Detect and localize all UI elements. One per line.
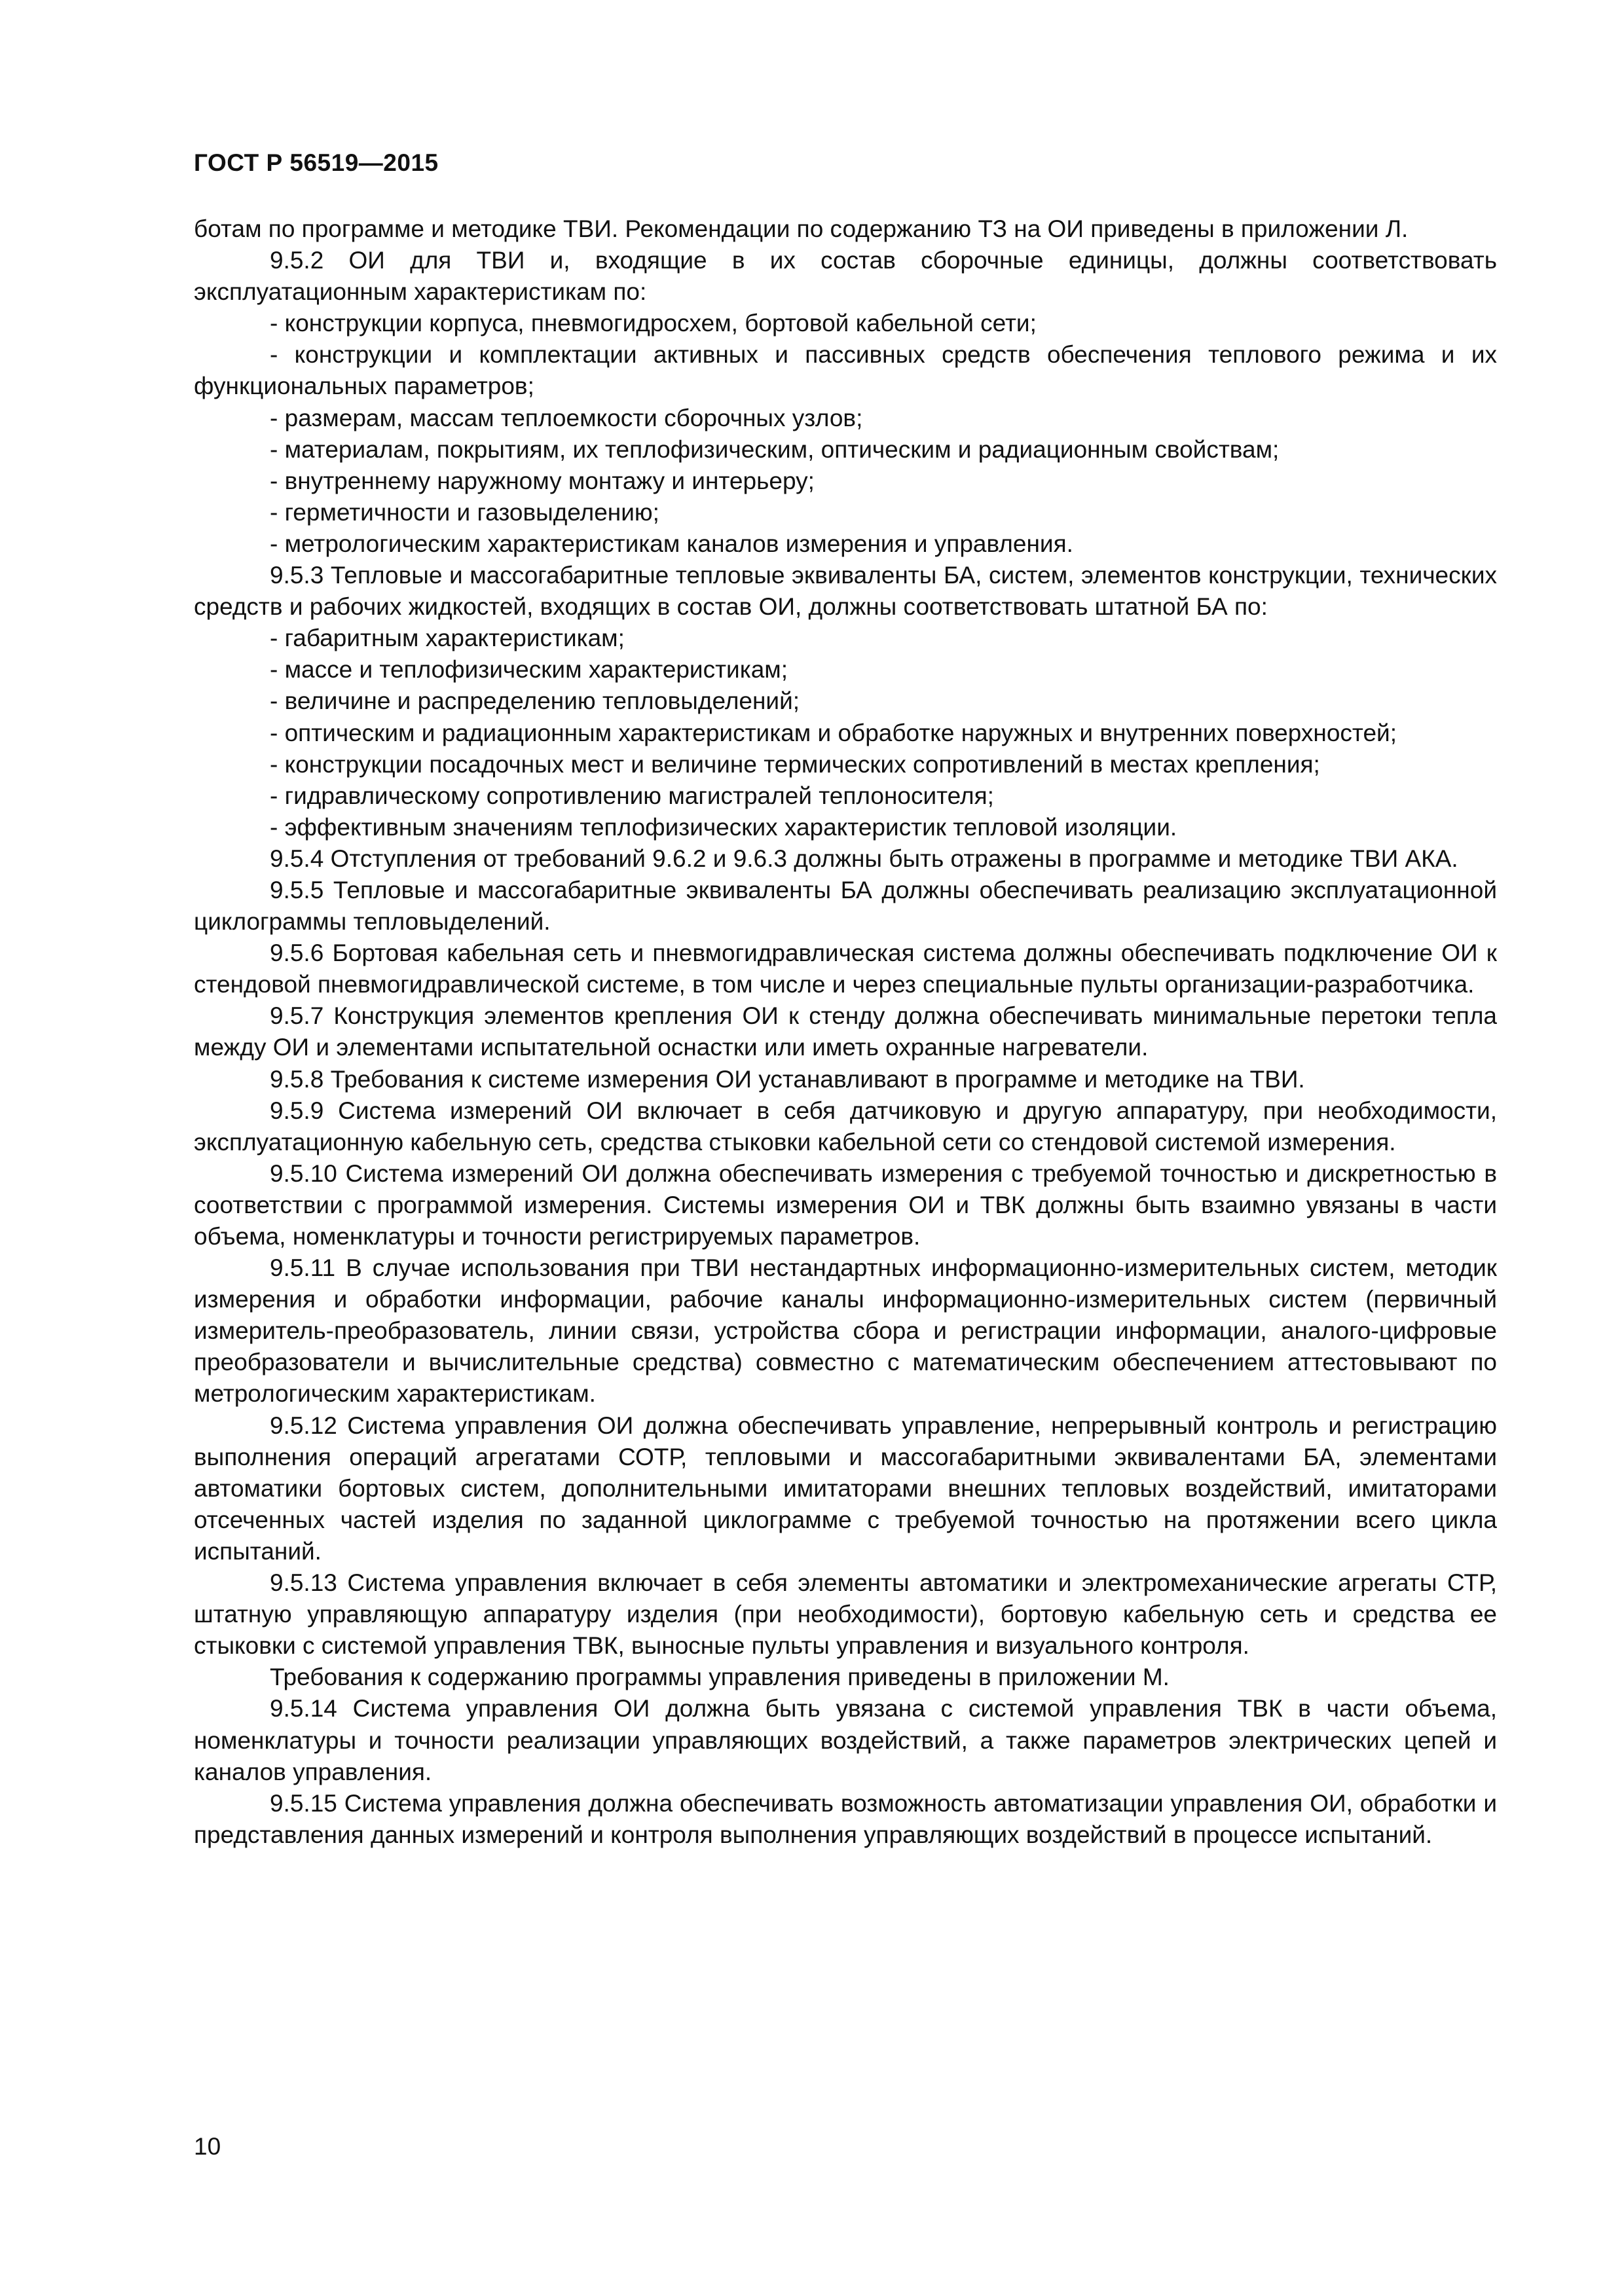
paragraph: 9.5.8 Требования к системе измерения ОИ устанавливают в программе и методике на ТВИ. bbox=[270, 1065, 1305, 1093]
paragraph: 9.5.6 Бортовая кабельная сеть и пневмогидравлическая система должны обеспечивать подключение ОИ к стендовой пневмогидравлической системе, в том числе и через специальные пульты организации-разработчика. bbox=[194, 939, 1497, 998]
paragraph: 9.5.4 Отступления от требований 9.6.2 и 9.6.3 должны быть отражены в программе и методике ТВИ АКА. bbox=[270, 845, 1458, 872]
list-item: - метрологическим характеристикам каналов измерения и управления. bbox=[270, 530, 1073, 557]
list-item: - конструкции посадочных мест и величине термических сопротивлений в местах крепления; bbox=[270, 750, 1320, 778]
paragraph: 9.5.11 В случае использования при ТВИ нестандартных информационно-измерительных систем, методик измерения и обработки информации, рабочие каналы информационно-измерительных систем (первичный измеритель-преобразователь, линии связи, устройства сбора и регистрации информации, аналого-цифровые преобразователи и вычислительные средства) совместно с математическим обеспечением аттестовывают по метрологическим характеристикам. bbox=[194, 1254, 1497, 1408]
paragraph: 9.5.14 Система управления ОИ должна быть увязана с системой управления ТВК в части объема, номенклатуры и точности реализации управляющих воздействий, а также параметров электрических цепей и каналов управления. bbox=[194, 1695, 1497, 1785]
list-item: - массе и теплофизическим характеристикам; bbox=[270, 656, 788, 683]
list-item: - герметичности и газовыделению; bbox=[270, 498, 659, 526]
paragraph: 9.5.10 Система измерений ОИ должна обеспечивать измерения с требуемой точностью и дискретностью в соответствии с программой измерения. Системы измерения ОИ и ТВК должны быть взаимно увязаны в части объема, номенклатуры и точности регистрируемых параметров. bbox=[194, 1159, 1497, 1250]
list-item: - гидравлическому сопротивлению магистралей теплоносителя; bbox=[270, 782, 994, 809]
page-number: 10 bbox=[194, 2133, 221, 2160]
list-item: - оптическим и радиационным характеристикам и обработке наружных и внутренних поверхностей; bbox=[270, 719, 1397, 746]
paragraph: 9.5.13 Система управления включает в себя элементы автоматики и электромеханические агрегаты СТР, штатную управляющую аппаратуру изделия (при необходимости), бортовую кабельную сеть и средства ее стыковки с системой управления ТВК, выносные пульты управления и визуального контроля. bbox=[194, 1569, 1497, 1660]
paragraph: 9.5.3 Тепловые и массогабаритные тепловые эквиваленты БА, систем, элементов конструкции, технических средств и рабочих жидкостей, входящих в состав ОИ, должны соответствовать штатной БА по: bbox=[194, 562, 1497, 621]
list-item: - габаритным характеристикам; bbox=[270, 625, 625, 652]
list-item: - материалам, покрытиям, их теплофизическим, оптическим и радиационным свойствам; bbox=[270, 435, 1280, 463]
list-item: - конструкции корпуса, пневмогидросхем, бортовой кабельной сети; bbox=[270, 310, 1037, 337]
paragraph: 9.5.2 ОИ для ТВИ и, входящие в их состав сборочные единицы, должны соответствовать эксплуатационным характеристикам по: bbox=[194, 247, 1497, 306]
list-item: - величине и распределению тепловыделений; bbox=[270, 687, 800, 715]
paragraph: 9.5.5 Тепловые и массогабаритные эквиваленты БА должны обеспечивать реализацию эксплуатационной циклограммы тепловыделений. bbox=[194, 876, 1497, 936]
document-header: ГОСТ Р 56519—2015 bbox=[194, 149, 439, 176]
paragraph: 9.5.15 Система управления должна обеспечивать возможность автоматизации управления ОИ, обработки и представления данных измерений и контроля выполнения управляющих воздействий в процессе испытаний. bbox=[194, 1789, 1497, 1848]
document-body bbox=[194, 213, 1497, 1851]
paragraph: 9.5.7 Конструкция элементов крепления ОИ к стенду должна обеспечивать минимальные перетоки тепла между ОИ и элементами испытательной оснастки или иметь охранные нагреватели. bbox=[194, 1002, 1497, 1061]
paragraph: 9.5.9 Система измерений ОИ включает в себя датчиковую и другую аппаратуру, при необходимости, эксплуатационную кабельную сеть, средства стыковки кабельной сети со стендовой системой измерения. bbox=[194, 1097, 1497, 1156]
list-item: - размерам, массам теплоемкости сборочных узлов; bbox=[270, 404, 863, 431]
list-item: - внутреннему наружному монтажу и интерьеру; bbox=[270, 467, 815, 494]
list-item: - конструкции и комплектации активных и пассивных средств обеспечения теплового режима и их функциональных параметров; bbox=[194, 341, 1497, 400]
paragraph: 9.5.12 Система управления ОИ должна обеспечивать управление, непрерывный контроль и регистрацию выполнения операций агрегатами СОТР, тепловыми и массогабаритными эквивалентами БА, элементами автоматики бортовых систем, дополнительными имитаторами внешних тепловых воздействий, имитаторами отсеченных частей изделия по заданной циклограмме с требуемой точностью на протяжении всего цикла испытаний. bbox=[194, 1412, 1497, 1565]
paragraph: ботам по программе и методике ТВИ. Рекомендации по содержанию ТЗ на ОИ приведены в приложении Л. bbox=[194, 215, 1409, 242]
list-item: - эффективным значениям теплофизических характеристик тепловой изоляции. bbox=[270, 813, 1177, 841]
paragraph: Требования к содержанию программы управления приведены в приложении М. bbox=[270, 1664, 1170, 1691]
